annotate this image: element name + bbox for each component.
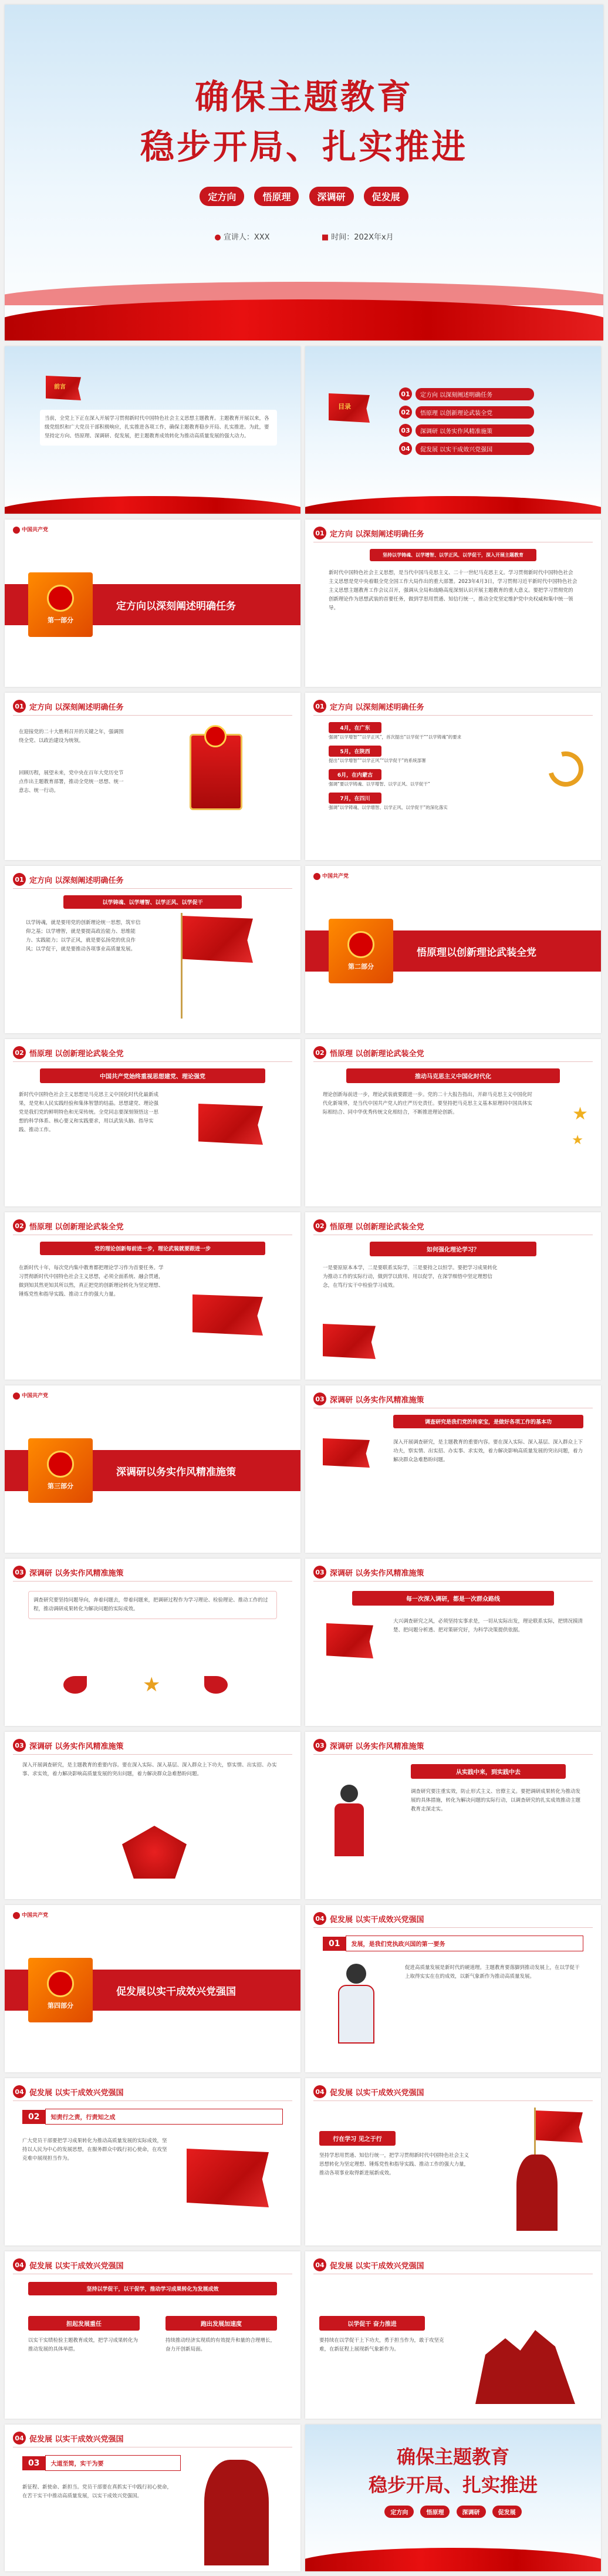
user-icon: ● xyxy=(214,233,221,242)
timeline-item: 5月，在陕西 提出“以学增智”“以学正风”“以学促干”的系统部署 xyxy=(329,746,528,764)
s4d-slide: 04 促发展 以实干成效兴党强国 坚持以学促干，以干促学，推动学习成果转化为发展成效 担起发展重任 跑出发展加速度 以实干实绩检验主题教育成效，把学习成果转化为推动发展的具体举措。 持续推动经济实现质的有效提升和量的合理增长，奋力开创新局面。 xyxy=(5,2251,300,2419)
party-emblem-icon xyxy=(13,527,20,534)
section-title: 悟原理以创新理论武装全党 xyxy=(305,930,601,972)
s4a-title-row: 01 发展，是我们党执政兴国的第一要务 xyxy=(323,1936,583,1951)
hammer-sickle-icon xyxy=(542,745,590,793)
party-flag-decor xyxy=(122,1826,187,1879)
ribbon-decor xyxy=(5,299,603,340)
s2b-slide: 02 悟原理 以创新理论武装全党 推动马克思主义中国化时代化 理论创新每前进一步，理论武装就要跟进一步。党的二十大报告指出，开辟马克思主义中国化时代化新境界，是当代中国共产党人的庄严历史责任。要坚持把马克思主义基本原理同中国具体实际相结合、同中华优秀传统文化相结合，不断推进理论创新。 ★ ★ xyxy=(305,1039,601,1206)
section-title: 定方向以深刻阐述明确任务 xyxy=(5,584,300,625)
s3d-banner: 从实践中来，到实践中去 xyxy=(411,1764,566,1779)
s2a-title: 中国共产党始终重视思想建党、理论强党 xyxy=(40,1068,265,1083)
s1a-banner: 坚持以学铸魂、以学增智、以学正风、以学促干，深入开展主题教育 xyxy=(370,549,536,561)
toc-item[interactable]: 02 悟原理 以创新理论武装全党 xyxy=(399,406,534,419)
s3d-text: 深入开展调查研究，是主题教育的重要内容。要在深入实际、深入基层、深入群众上下功夫，察实情、出实招、办实事、求实效，着力解决影响高质量发展的突出问题，着力解决群众急难愁盼问题。 xyxy=(22,1762,277,1777)
slide-header: 悟原理 以创新理论武装全党 xyxy=(29,1222,124,1232)
s4c-text: 坚持学思用贯通、知信行统一，把学习贯彻新时代中国特色社会主义思想转化为坚定理想、锤炼党性和指导实践、推动工作的强大力量，推动各项事业取得新进展新成效。 xyxy=(319,2153,469,2176)
toc-item[interactable]: 03 深调研 以务实作风精准施策 xyxy=(399,424,534,437)
slide-header: 深调研 以务实作风精准施策 xyxy=(330,1395,424,1405)
s1c-banner: 以学铸魂、以学增智、以学正风、以学促干 xyxy=(63,895,242,909)
cover-title-1: 确保主题教育 xyxy=(194,77,413,117)
toc-list xyxy=(399,387,534,455)
crowd-silhouette xyxy=(475,2322,575,2404)
dove-icon xyxy=(63,1676,87,1694)
intro-slide xyxy=(5,346,300,514)
s4a-text: 促进高质量发展是新时代的硬道理。主题教育要落脚到推动发展上，在以学促干上取得实实在在的成效，以新气象新作为推动高质量发展。 xyxy=(405,1965,580,1980)
intro-badge: 前言 xyxy=(54,384,66,390)
s4c-slide: 04 促发展 以实干成效兴党强国 行在学习 见之于行 坚持学思用贯通、知信行统一，把学习贯彻新时代中国特色社会主义思想转化为坚定理想、锤炼党性和指导实践、推动工作的强大力量，推动各项事业取得新进展新成效。 xyxy=(305,2078,601,2245)
person-icon xyxy=(335,1803,364,1856)
ribbon-decor xyxy=(305,496,601,514)
s4f-slide: 04 促发展 以实干成效兴党强国 03 大道至简，实干为要 新征程、新使命、新担当。党员干部要在真抓实干中践行初心使命，在苦干实干中推动高质量发展，以实干成效兴党强国。 xyxy=(5,2425,300,2571)
s3a-text: 深入开展调查研究，是主题教育的重要内容。要在深入实际、深入基层、深入群众上下功夫，察实情、出实招、办实事、求实效，着力解决影响高质量发展的突出问题，着力解决群众急难愁盼问题。 xyxy=(393,1439,583,1463)
section-2-slide xyxy=(305,866,601,1033)
s3c-slide: 03 深调研 以务实作风精准施策 每一次深入调研，都是一次群众路线 大兴调查研究之风，必须坚持实事求是，一切从实际出发，理论联系实际，把情况摸清楚、把问题分析透、把对策研究好，为科学决策提供依据。 xyxy=(305,1559,601,1726)
s1b-timeline-slide: 01 定方向 以深刻阐述明确任务 4月，在广东 强调“以学增智”“以学正风”，首次提出“以学促干”“以学铸魂”的要求 5月，在陕西 提出“以学增智”“以学正风”“以学促干”的系统部署 6月，在内蒙古 强调“要以学铸魂、以学增智、以学正风、以学促干” 7月，在四川 强调“以学铸魂、以学增智、以学正风、以学促干”的深化落实 xyxy=(305,693,601,860)
slide-header: 悟原理 以创新理论武装全党 xyxy=(29,1049,124,1058)
dove-icon xyxy=(204,1676,228,1694)
party-label: 中国共产党 xyxy=(22,527,49,533)
soldier-silhouette xyxy=(204,2460,269,2565)
ribbon-decor xyxy=(305,2548,601,2571)
ribbon-decor xyxy=(5,496,300,514)
s4d-text-1: 以实干实绩检验主题教育成效，把学习成果转化为推动发展的具体举措。 xyxy=(28,2338,139,2352)
s3a-slide: 03 深调研 以务实作风精准施策 调查研究是我们党的传家宝，是做好各项工作的基本功 深入开展调查研究，是主题教育的重要内容。要在深入实际、深入基层、深入群众上下功夫，察实情、出实招、办实事、求实效，着力解决影响高质量发展的突出问题，着力解决群众急难愁盼问题。 xyxy=(305,1385,601,1553)
s4a-slide: 04 促发展 以实干成效兴党强国 01 发展，是我们党执政兴国的第一要务 促进高质量发展是新时代的硬道理。主题教育要落脚到推动发展上，在以学促干上取得实实在在的成效，以新气象新作为推动高质量发展。 xyxy=(305,1905,601,2072)
slide-header: 深调研 以务实作风精准施策 xyxy=(29,1742,124,1751)
slide-header: 深调研 以务实作风精准施策 xyxy=(330,1742,424,1751)
s4e-slide: 04 促发展 以实干成效兴党强国 以学促干 奋力推进 要持续在以学促干上下功夫，勇于担当作为，敢于攻坚克难，在新征程上展现新气象新作为。 xyxy=(305,2251,601,2419)
s4d-box-2: 跑出发展加速度 xyxy=(165,2316,277,2331)
section-badge: 第二部分 xyxy=(329,919,393,983)
party-emblem-icon xyxy=(204,725,227,747)
party-label: 中国共产党 xyxy=(322,874,349,879)
s4d-box-1: 担起发展重任 xyxy=(28,2316,140,2331)
s2c-slide: 02 悟原理 以创新理论武装全党 党的理论创新每前进一步，理论武装就要跟进一步 在新时代十年，每次党内集中教育都把理论学习作为首要任务。学习贯彻新时代中国特色社会主义思想，必须全面系统、融会贯通，做到知其然更知其所以然，真正把党的创新理论转化为坚定理想、锤炼党性和指导实践、推动工作的强大力量。 xyxy=(5,1212,300,1380)
party-emblem-icon xyxy=(313,873,320,880)
flag-icon xyxy=(326,1623,373,1658)
slide-header: 悟原理 以创新理论武装全党 xyxy=(330,1049,424,1058)
toc-item[interactable]: 04 促发展 以实干成效兴党强国 xyxy=(399,442,534,455)
s1b-slide: 01 定方向 以深刻阐述明确任务 在迎接党的二十大胜利召开的关键之年，强调围绕全党、以政治建设为统领。 回顾历程，展望未来，党中央在百年大党历史节点作出主题教育部署，推动全党统一思想、统一意志、统一行动。 xyxy=(5,693,300,860)
s3b-banner: 每一次深入调研，都是一次群众路线 xyxy=(352,1591,554,1606)
section-title: 促发展以实干成效兴党强国 xyxy=(5,1970,300,2011)
party-emblem-icon xyxy=(347,931,374,958)
s1b-text-2: 回顾历程，展望未来，党中央在百年大党历史节点作出主题教育部署，推动全党统一思想、统一意志、统一行动。 xyxy=(19,770,124,794)
s3e-slide: 03 深调研 以务实作风精准施策 从实践中来，到实践中去 调查研究要注重实效，防止形式主义、官僚主义。要把调研成果转化为推动发展的具体措施，转化为解决问题的实际行动，以调查研究的扎实成效推动主题教育走深走实。 xyxy=(305,1732,601,1899)
star-icon: ★ xyxy=(572,1104,588,1124)
timeline-item: 7月，在四川 强调“以学铸魂、以学增智、以学正风、以学促干”的深化落实 xyxy=(329,793,528,811)
s3d-slide: 03 深调研 以务实作风精准施策 深入开展调查研究，是主题教育的重要内容。要在深入实际、深入基层、深入群众上下功夫，察实情、出实招、办实事、求实效，着力解决影响高质量发展的突出问题，着力解决群众急难愁盼问题。 xyxy=(5,1732,300,1899)
party-emblem-icon xyxy=(47,1970,74,1997)
section-4-slide xyxy=(5,1905,300,2072)
calendar-icon: ■ xyxy=(321,233,329,242)
timeline-item: 6月，在内蒙古 强调“要以学铸魂、以学增智、以学正风、以学促干” xyxy=(329,769,528,788)
time-label: 时间：202X年x月 xyxy=(331,233,394,242)
s2c-title: 党的理论创新每前进一步，理论武装就要跟进一步 xyxy=(40,1242,265,1255)
party-label: 中国共产党 xyxy=(22,1393,49,1399)
s2b-title: 推动马克思主义中国化时代化 xyxy=(346,1068,560,1083)
star-icon: ★ xyxy=(143,1673,161,1697)
person-icon xyxy=(346,1964,366,1984)
closing-tags: 定方向 悟原理 深调研 促发展 xyxy=(305,2506,601,2518)
slide-header: 促发展 以实干成效兴党强国 xyxy=(330,1915,424,1924)
s1c-text: 以学铸魂，就是要用党的创新理论统一思想，筑牢信仰之基；以学增智，就是要提高政治能力、思维能力、实践能力；以学正风，就是要弘扬党的优良作风；以学促干，就是要推动各项事业高质量发展。 xyxy=(26,920,141,952)
slide-header: 促发展 以实干成效兴党强国 xyxy=(29,2435,124,2444)
party-emblem-icon xyxy=(47,585,74,612)
party-emblem-icon xyxy=(13,1392,20,1400)
s4f-text: 新征程、新使命、新担当。党员干部要在真抓实干中践行初心使命，在苦干实干中推动高质量发展，以实干成效兴党强国。 xyxy=(22,2484,173,2499)
s2b-text: 理论创新每前进一步，理论武装就要跟进一步。党的二十大报告指出，开辟马克思主义中国化时代化新境界，是当代中国共产党人的庄严历史责任。要坚持把马克思主义基本原理同中国具体实际相结合、同中华优秀传统文化相结合，不断推进理论创新。 xyxy=(323,1092,533,1115)
slide-header: 定方向 以深刻阐述明确任务 xyxy=(330,703,424,712)
flag-icon xyxy=(323,1438,370,1468)
slide-header: 促发展 以实干成效兴党强国 xyxy=(29,2088,124,2098)
s3b-slide: 03 深调研 以务实作风精准施策 调查研究要坚持问题导向，奔着问题去，带着问题来，把调研过程作为学习理论、检验理论、推动工作的过程，推动调研成果转化为解决问题的实际成效。 ★ xyxy=(5,1559,300,1726)
intro-text: 当前，全党上下正在深入开展学习贯彻新时代中国特色社会主义思想主题教育。主题教育开展以来，各级党组织和广大党员干部积极响应，扎实推进各项工作，确保主题教育稳步开局、扎实推进。为此，要坚持定方向、悟原理、深调研、促发展，把主题教育成效转化为推动高质量发展的强大动力。 xyxy=(40,410,277,446)
closing-slide xyxy=(305,2425,601,2571)
slide-header: 定方向 以深刻阐述明确任务 xyxy=(29,876,124,885)
cover-slide xyxy=(5,5,603,340)
slide-header: 悟原理 以创新理论武装全党 xyxy=(330,1222,424,1232)
s2d-title: 如何强化理论学习？ xyxy=(370,1242,536,1256)
s4e-text: 要持续在以学促干上下功夫，勇于担当作为，敢于攻坚克难，在新征程上展现新气象新作为。 xyxy=(319,2338,444,2352)
s2d-text: 一是要原原本本学，二是要联系实际学，三是要持之以恒学。要把学习成果转化为推动工作的实际行动，做到学以致用、用以促学，在深学细悟中坚定理想信念，在笃行实干中检验学习成效。 xyxy=(323,1265,498,1289)
timeline xyxy=(329,722,528,812)
slide-header: 深调研 以务实作风精准施策 xyxy=(330,1569,424,1578)
cover-tag: 悟原理 xyxy=(254,187,299,206)
toc-badge: 目录 xyxy=(338,403,351,410)
s3b-text: 调查研究要坚持问题导向，奔着问题去，带着问题来，把调研过程作为学习理论、检验理论、推动工作的过程，推动调研成果转化为解决问题的实际成效。 xyxy=(28,1591,277,1619)
s1a-slide xyxy=(305,520,601,687)
s4d-text-2: 持续推动经济实现质的有效提升和量的合理增长，奋力开创新局面。 xyxy=(165,2338,276,2352)
s2a-text: 新时代中国特色社会主义思想是马克思主义中国化时代化最新成果，是党和人民实践经验和集体智慧的结晶。思想建党、理论强党是我们党的鲜明特色和光荣传统。全党同志要深刻领悟这一思想的科学体系、核心要义和实践要求，用以武装头脑、指导实践、推动工作。 xyxy=(19,1092,159,1133)
s2c-text: 在新时代十年，每次党内集中教育都把理论学习作为首要任务。学习贯彻新时代中国特色社会主义思想，必须全面系统、融会贯通，做到知其然更知其所以然，真正把党的创新理论转化为坚定理想、锤炼党性和指导实践、推动工作的强大力量。 xyxy=(19,1265,164,1297)
s1c-slide: 01 定方向 以深刻阐述明确任务 以学铸魂、以学增智、以学正风、以学促干 以学铸魂，就是要用党的创新理论统一思想，筑牢信仰之基；以学增智，就是要提高政治能力、思维能力、实践能力；以学正风，就是要弘扬党的优良作风；以学促干，就是要推动各项事业高质量发展。 xyxy=(5,866,300,1033)
timeline-item: 4月，在广东 强调“以学增智”“以学正风”，首次提出“以学促干”“以学铸魂”的要求 xyxy=(329,722,528,741)
s2d-slide: 02 悟原理 以创新理论武装全党 如何强化理论学习？ 一是要原原本本学，二是要联系实际学，三是要持之以恒学。要把学习成果转化为推动工作的实际行动，做到学以致用、用以促学，在深学细悟中坚定理想信念，在笃行实干中检验学习成效。 xyxy=(305,1212,601,1380)
cover-meta xyxy=(5,231,603,242)
closing-title-1: 确保主题教育 xyxy=(396,2446,509,2468)
soldier-silhouette xyxy=(516,2154,558,2231)
party-emblem-icon xyxy=(13,1912,20,1919)
cover-title-2: 稳步开局、扎实推进 xyxy=(140,127,468,167)
flag-icon xyxy=(198,1104,263,1145)
section-1-slide xyxy=(5,520,300,687)
flag-icon xyxy=(183,916,253,963)
toc-slide xyxy=(305,346,601,514)
s4b-title-row: 02 知责行之责，行责知之成 xyxy=(22,2109,283,2125)
flag-icon xyxy=(536,2110,583,2143)
person-icon xyxy=(340,1785,358,1802)
s2a-slide: 02 悟原理 以创新理论武装全党 中国共产党始终重视思想建党、理论强党 新时代中国特色社会主义思想是马克思主义中国化时代化最新成果，是党和人民实践经验和集体智慧的结晶。思想建党、理论强党是我们党的鲜明特色和光荣传统。全党同志要深刻领悟这一思想的科学体系、核心要义和实践要求，用以武装头脑、指导实践、推动工作。 xyxy=(5,1039,300,1206)
section-number: 01 xyxy=(313,527,326,540)
slide-header: 促发展 以实干成效兴党强国 xyxy=(330,2261,424,2271)
s4c-title: 行在学习 见之于行 xyxy=(319,2131,396,2146)
s4f-title-row: 03 大道至简，实干为要 xyxy=(22,2455,181,2471)
star-icon: ★ xyxy=(572,1133,583,1148)
section-title: 深调研以务实作风精准施策 xyxy=(5,1450,300,1491)
slide-header: 深调研 以务实作风精准施策 xyxy=(29,1569,124,1578)
slide-header: 定方向 以深刻阐述明确任务 xyxy=(330,530,424,539)
speaker-label: 宣讲人：XXX xyxy=(223,233,270,242)
party-label: 中国共产党 xyxy=(22,1913,49,1918)
s3e-text: 调查研究要注重实效，防止形式主义、官僚主义。要把调研成果转化为推动发展的具体措施，转化为解决问题的实际行动，以调查研究的扎实成效推动主题教育走深走实。 xyxy=(411,1789,581,1812)
slide-header: 促发展 以实干成效兴党强国 xyxy=(330,2088,424,2098)
toc-item[interactable]: 01 定方向 以深刻阐述明确任务 xyxy=(399,387,534,400)
slide-header: 定方向 以深刻阐述明确任务 xyxy=(29,703,124,712)
cover-tag: 深调研 xyxy=(309,187,354,206)
s4b-slide: 04 促发展 以实干成效兴党强国 02 知责行之责，行责知之成 广大党员干部要把学习成果转化为推动高质量发展的实际成效，坚持以人民为中心的发展思想，在服务群众中践行初心使命，在攻坚克难中展现担当作为。 xyxy=(5,2078,300,2245)
person-icon xyxy=(338,1985,374,2044)
flag-icon xyxy=(187,2149,269,2207)
s4d-banner: 坚持以学促干，以干促学，推动学习成果转化为发展成效 xyxy=(28,2282,277,2295)
section-badge: 第三部分 xyxy=(28,1438,93,1503)
cover-tag: 促发展 xyxy=(364,187,408,206)
cover-tag: 定方向 xyxy=(200,187,244,206)
s4e-title: 以学促干 奋力推进 xyxy=(319,2316,425,2331)
s4b-text: 广大党员干部要把学习成果转化为推动高质量发展的实际成效，坚持以人民为中心的发展思想，在服务群众中践行初心使命，在攻坚克难中展现担当作为。 xyxy=(22,2138,167,2162)
flag-icon xyxy=(192,1294,263,1336)
cover-tags xyxy=(5,187,603,206)
s3a-banner: 调查研究是我们党的传家宝，是做好各项工作的基本功 xyxy=(393,1415,583,1428)
party-emblem-icon xyxy=(47,1451,74,1478)
closing-title-2: 稳步开局、扎实推进 xyxy=(368,2474,538,2496)
slide-header: 促发展 以实干成效兴党强国 xyxy=(29,2261,124,2271)
section-badge: 第一部分 xyxy=(28,572,93,637)
section-3-slide xyxy=(5,1385,300,1553)
flag-icon xyxy=(323,1324,376,1359)
section-badge: 第四部分 xyxy=(28,1958,93,2022)
s1b-text-1: 在迎接党的二十大胜利召开的关键之年，强调围绕全党、以政治建设为统领。 xyxy=(19,729,124,744)
s3c-text: 大兴调查研究之风，必须坚持实事求是，一切从实际出发，理论联系实际，把情况摸清楚、把问题分析透、把对策研究好，为科学决策提供依据。 xyxy=(393,1619,583,1633)
s1a-text: 新时代中国特色社会主义思想，是当代中国马克思主义、二十一世纪马克思主义。学习贯彻新时代中国特色社会主义思想是党中央着眼全党全国工作大局作出的重大部署。2023年4月3日，学习贯彻习近平新时代中国特色社会主义思想主题教育工作会议召开，强调从全局和战略高度深刻认识开展主题教育的重大意义。要把学习贯彻党的创新理论作为思想武装的首要任务，做到学思用贯通、知信行统一，推动全党坚定维护党中央权威和集中统一领导。 xyxy=(329,570,577,611)
